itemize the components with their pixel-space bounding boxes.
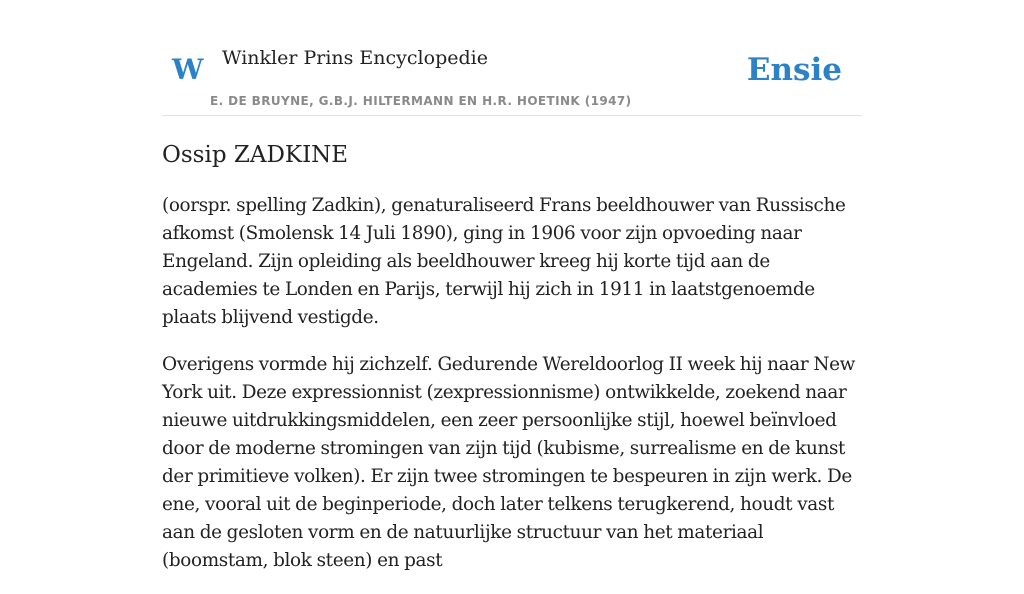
article-paragraph: Overigens vormde hij zichzelf. Gedurende Wereldoorlog II week hij naar New York uit. Deze expressionnist (zexpressionnisme) ontwikkelde, zoekend naar nieuwe uitdrukkingsmiddelen, een zeer persoonlijke stijl, hoewel beïnvloed door de moderne stromingen van zijn tijd (kubisme, surrealisme en de kunst der primitieve volken). Er zijn twee stromingen te bespeuren in zijn werk. De ene, vooral uit de beginperiode, doch later telkens terugkerend, houdt vast aan de gesloten vorm en de natuurlijke structuur van het materiaal (boomstam, blok steen) en past	[162, 354, 855, 571]
source-authors: E. DE BRUYNE, G.B.J. HILTERMANN EN H.R. HOETINK (1947)	[210, 94, 632, 108]
article-paragraph: (oorspr. spelling Zadkin), genaturaliseerd Frans beeldhouwer van Russische afkomst (Smolensk 14 Juli 1890), ging in 1906 voor zijn opvoeding naar Engeland. Zijn opleiding als beeldhouwer kreeg hij korte tijd aan de academies te Londen en Parijs, terwijl hij zich in 1911 in laatstgenoemde plaats blijvend vestigde.	[162, 195, 846, 328]
source-logo-icon[interactable]: W	[172, 53, 204, 86]
article-title: Ossip ZADKINE	[162, 142, 349, 168]
source-title[interactable]: Winkler Prins Encyclopedie	[222, 47, 488, 69]
brand-logo[interactable]: Ensie	[746, 52, 842, 88]
site-header	[162, 40, 862, 116]
article-body	[162, 192, 864, 594]
